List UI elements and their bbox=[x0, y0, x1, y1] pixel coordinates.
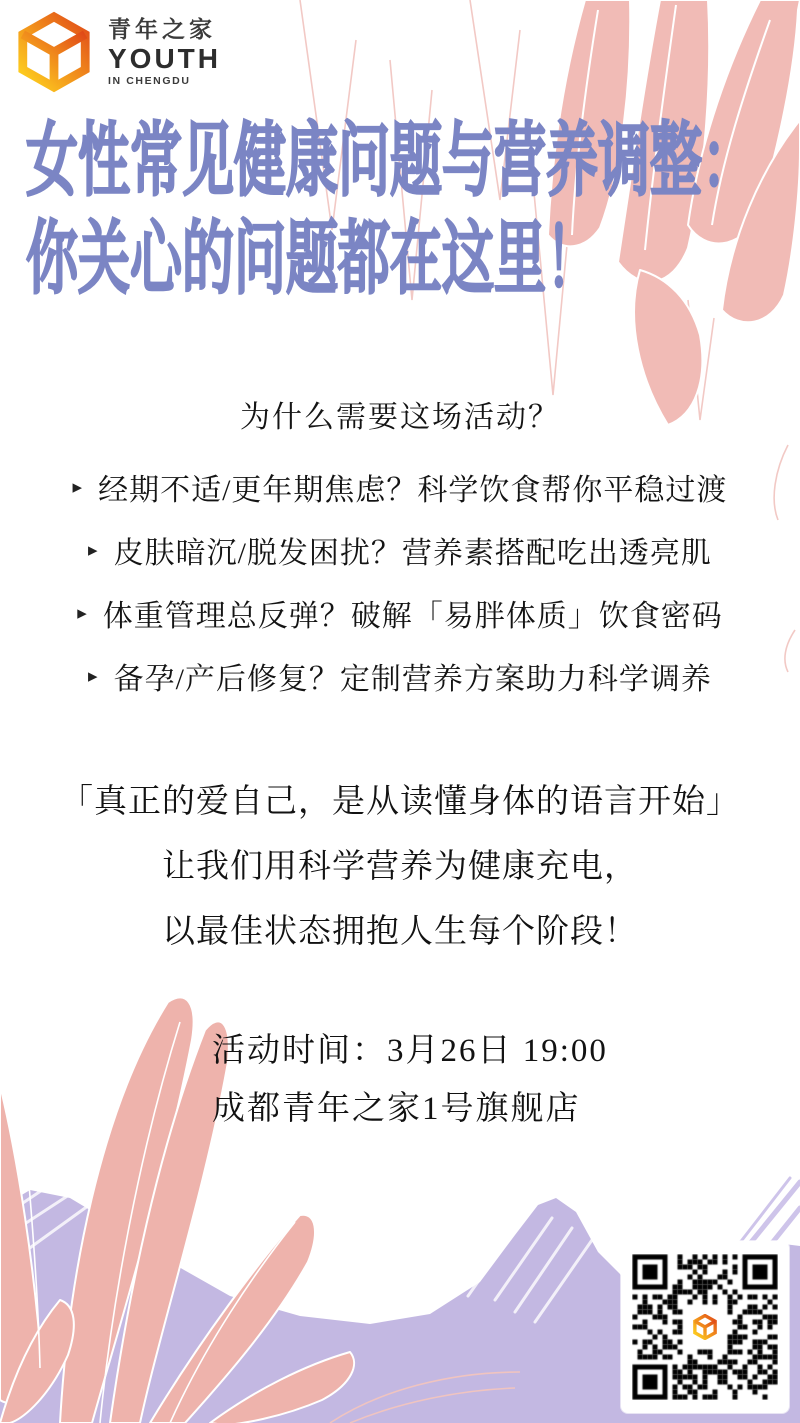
title-line-2: 你关心的问题都在这里！ bbox=[26, 214, 598, 303]
bullet-text: 备孕/产后修复？定制营养方案助力科学调养 bbox=[113, 662, 712, 696]
list-item bbox=[0, 581, 800, 644]
event-info bbox=[212, 1022, 608, 1138]
brand-name-sub: IN CHENGDU bbox=[108, 75, 191, 88]
triangle-bullet-icon: ▸ bbox=[88, 539, 99, 561]
quote-line-1: 「真正的爱自己，是从读懂身体的语言开始」 bbox=[60, 784, 740, 820]
quote-line-3: 以最佳状态拥抱人生每个阶段！ bbox=[162, 914, 638, 950]
hexagon-cube-logo-icon bbox=[14, 10, 94, 94]
list-item bbox=[0, 455, 800, 518]
qr-code bbox=[632, 1254, 778, 1400]
bullet-text: 经期不适/更年期焦虑？科学饮食帮你平稳过渡 bbox=[98, 473, 728, 507]
poster-title bbox=[26, 112, 800, 308]
list-item bbox=[0, 518, 800, 581]
brand-name-en: YOUTH bbox=[108, 42, 221, 74]
benefit-list bbox=[0, 455, 800, 707]
triangle-bullet-icon: ▸ bbox=[72, 476, 84, 498]
brand-logo bbox=[14, 10, 221, 94]
bullet-text: 体重管理总反弹？破解「易胖体质」饮食密码 bbox=[102, 599, 723, 633]
title-line-1: 女性常见健康问题与营养调整： bbox=[26, 116, 754, 205]
qr-code-card bbox=[621, 1241, 789, 1413]
event-time: 活动时间：3月26日 19:00 bbox=[212, 1033, 608, 1069]
brand-name-cn: 青年之家 bbox=[108, 15, 216, 42]
triangle-bullet-icon: ▸ bbox=[77, 602, 88, 624]
list-item bbox=[0, 644, 800, 707]
quote-line-2: 让我们用科学营养为健康充电， bbox=[162, 849, 638, 885]
section-heading-why: 为什么需要这场活动？ bbox=[240, 401, 560, 434]
event-venue: 成都青年之家1号旗舰店 bbox=[212, 1091, 581, 1127]
bullet-text: 皮肤暗沉/脱发困扰？营养素搭配吃出透亮肌 bbox=[113, 536, 712, 570]
quote-block bbox=[0, 770, 800, 965]
brand-text bbox=[108, 17, 221, 88]
triangle-bullet-icon: ▸ bbox=[88, 665, 99, 687]
hexagon-cube-logo-small-icon bbox=[692, 1314, 718, 1340]
qr-center-logo bbox=[686, 1308, 724, 1346]
